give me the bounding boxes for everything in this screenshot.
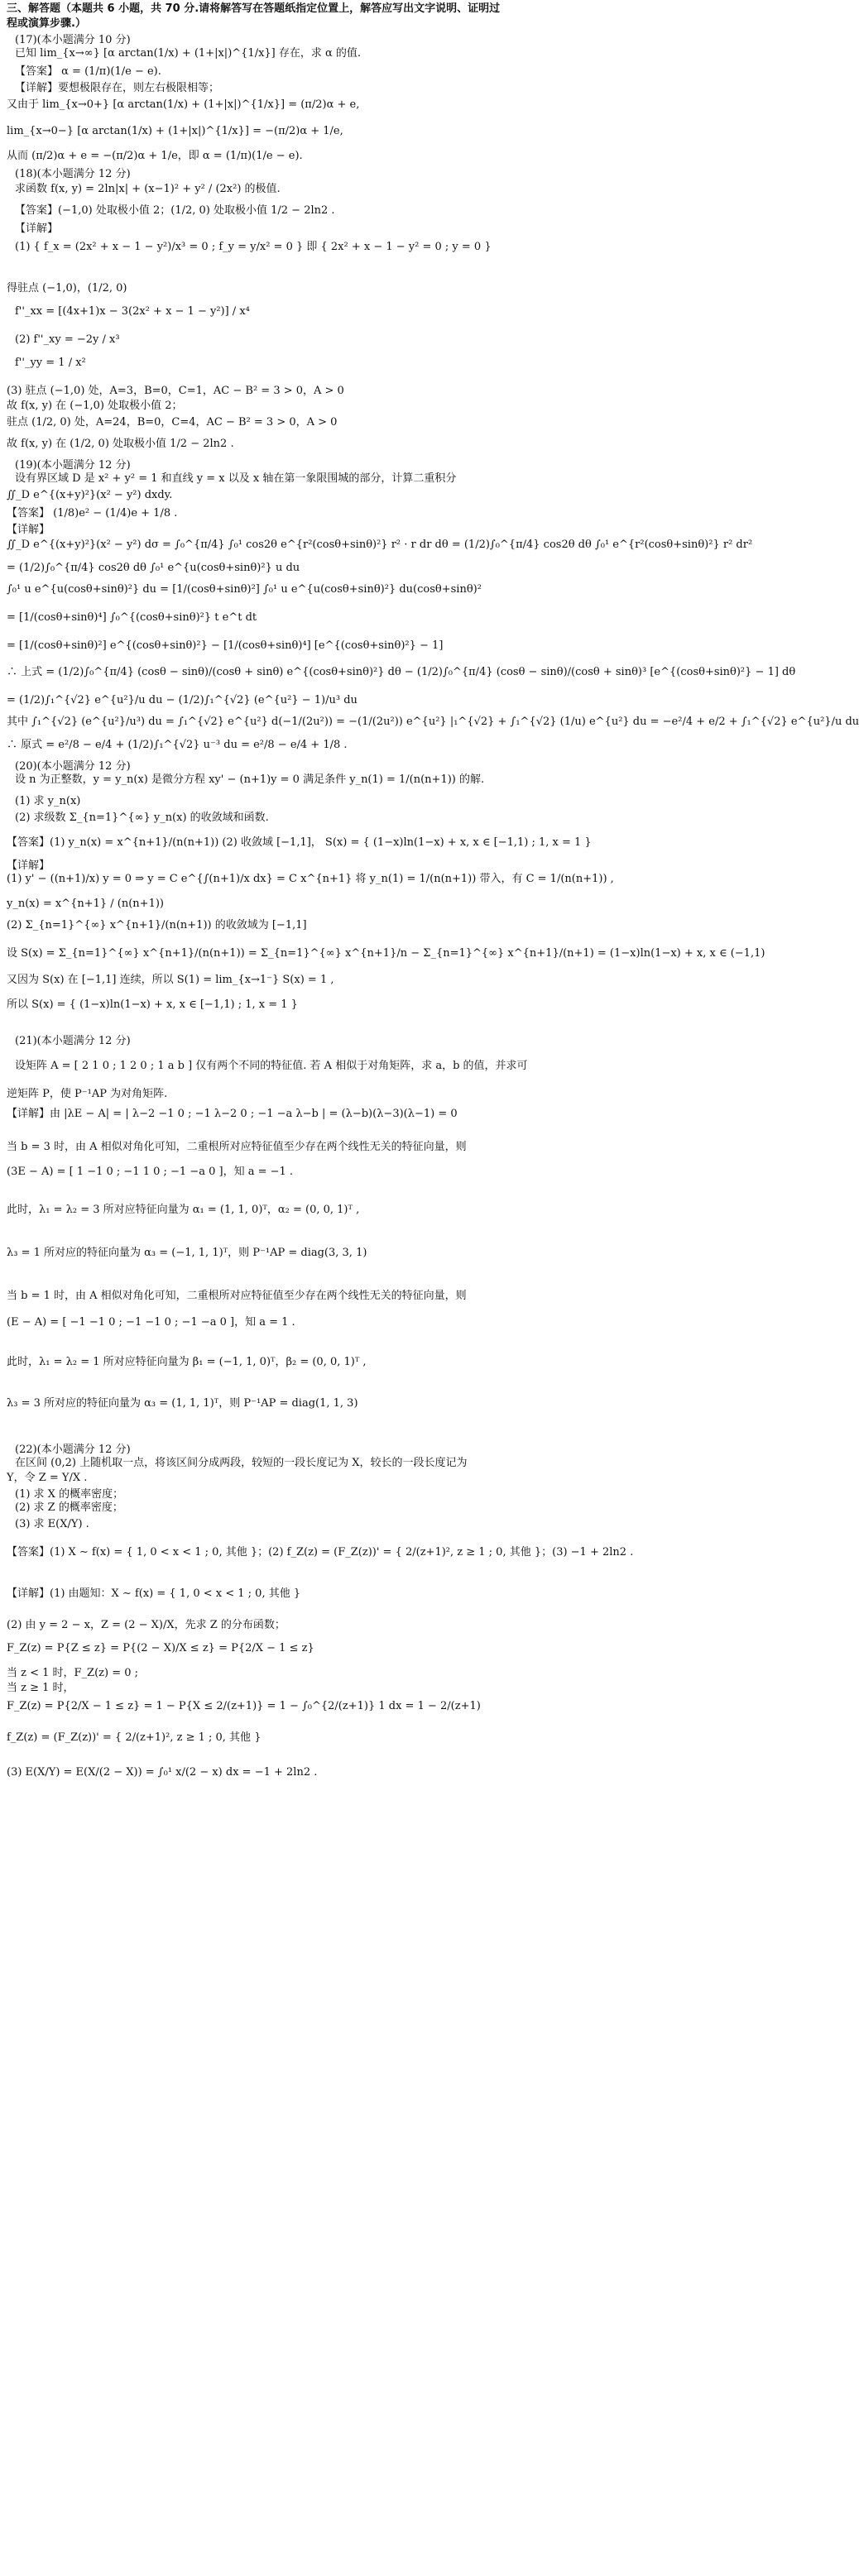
text-line: 设矩阵 A = [ 2 1 0 ; 1 2 0 ; 1 a b ] 仅有两个不同的特征值. 若 A 相似于对角矩阵，求 a，b 的值，并求可 xyxy=(15,1060,528,1072)
text-line: 又由于 lim_{x→0+} [α arctan(1/x) + (1+|x|)^{1/x}] = (π/2)α + e, xyxy=(7,98,360,111)
text-line: lim_{x→0−} [α arctan(1/x) + (1+|x|)^{1/x}] = −(π/2)α + 1/e, xyxy=(7,125,343,137)
text-line: f''_yy = 1 / x² xyxy=(15,357,86,369)
text-line: 设有界区域 D 是 x² + y² = 1 和直线 y = x 以及 x 轴在第一象限围城的部分，计算二重积分 xyxy=(15,472,457,485)
text-line: ∴ 上式 = (1/2)∫₀^{π/4} (cosθ − sinθ)/(cosθ + sinθ) e^{(cosθ+sinθ)²} dθ − (1/2)∫₀^{π/4} (cosθ − sinθ)/(cosθ + sinθ)³ [e^{(cosθ+sinθ)²} − 1] dθ xyxy=(7,666,796,678)
text-line: F_Z(z) = P{2/X − 1 ≤ z} = 1 − P{X ≤ 2/(z+1)} = 1 − ∫₀^{2/(z+1)} 1 dx = 1 − 2/(z+1) xyxy=(7,1700,481,1712)
question-header: (18)(本小题满分 12 分) xyxy=(15,168,131,180)
question-header: (17)(本小题满分 10 分) xyxy=(15,34,131,46)
text-line: 当 z < 1 时，F_Z(z) = 0 ; xyxy=(7,1667,139,1679)
text-line: 当 z ≥ 1 时， xyxy=(7,1682,74,1694)
text-line: (E − A) = [ −1 −1 0 ; −1 −1 0 ; −1 −a 0 ]，知 a = 1 . xyxy=(7,1316,295,1329)
text-line: ∫₀¹ u e^{u(cosθ+sinθ)²} du = [1/(cosθ+sinθ)²] ∫₀¹ u e^{u(cosθ+sinθ)²} du(cosθ+sinθ)² xyxy=(7,583,482,596)
text-line: (1) y' − ((n+1)/x) y = 0 ⇒ y = C e^{∫(n+1)/x dx} = C x^{n+1} 将 y_n(1) = 1/(n(n+1)) 带入，有 C = 1/(n(n+1)) , xyxy=(7,873,614,885)
text-line: F_Z(z) = P{Z ≤ z} = P{(2 − X)/X ≤ z} = P{2/X − 1 ≤ z} xyxy=(7,1642,314,1654)
text-line: 此时，λ₁ = λ₂ = 1 所对应特征向量为 β₁ = (−1, 1, 0)ᵀ，β₂ = (0, 0, 1)ᵀ , xyxy=(7,1356,367,1368)
text-line: 所以 S(x) = { (1−x)ln(1−x) + x, x ∈ [−1,1) ; 1, x = 1 } xyxy=(7,998,298,1011)
text-line: ∴ 原式 = e²/8 − e/4 + (1/2)∫₁^{√2} u⁻³ du = e²/8 − e/4 + 1/8 . xyxy=(7,739,348,751)
question-header: (22)(本小题满分 12 分) xyxy=(15,1444,131,1456)
text-line: (3) E(X/Y) = E(X/(2 − X)) = ∫₀¹ x/(2 − x) dx = −1 + 2ln2 . xyxy=(7,1766,318,1779)
answer-line: 【答案】(−1,0) 处取极小值 2；(1/2, 0) 处取极小值 1/2 − 2ln2 . xyxy=(15,204,335,217)
text-line: ∬_D e^{(x+y)²}(x² − y²) dxdy. xyxy=(7,489,173,501)
text-line: 驻点 (1/2, 0) 处，A=24，B=0，C=4，AC − B² = 3 > 0，A > 0 xyxy=(7,416,338,429)
text-line: 当 b = 1 时，由 A 相似对角化可知，二重根所对应特征值至少存在两个线性无关的特征向量，则 xyxy=(7,1290,467,1302)
text-line: (2) 求 Z 的概率密度； xyxy=(15,1501,123,1514)
text-line: f''_xx = [(4x+1)x − 3(2x² + x − 1 − y²)] / x⁴ xyxy=(15,305,250,318)
answer-line: 【答案】(1) X ∼ f(x) = { 1, 0 < x < 1 ; 0, 其他 }；(2) f_Z(z) = (F_Z(z))' = { 2/(z+1)², z ≥ 1 ; 0, 其他 }；(3) −1 + 2ln2 . xyxy=(7,1546,634,1559)
text-line: = (1/2)∫₀^{π/4} cos2θ dθ ∫₀¹ e^{u(cosθ+sinθ)²} u du xyxy=(7,562,300,574)
text-line: = [1/(cosθ+sinθ)⁴] ∫₀^{(cosθ+sinθ)²} t e^t dt xyxy=(7,611,257,624)
text-line: 又因为 S(x) 在 [−1,1] 连续，所以 S(1) = lim_{x→1⁻} S(x) = 1 , xyxy=(7,974,334,986)
text-line: (1) { f_x = (2x² + x − 1 − y²)/x³ = 0 ; f_y = y/x² = 0 } 即 { 2x² + x − 1 − y² = 0 ; y = 0 } xyxy=(15,241,492,253)
answer-line: 【答案】(1) y_n(x) = x^{n+1}/(n(n+1)) (2) 收敛域 [−1,1]， S(x) = { (1−x)ln(1−x) + x, x ∈ [−1,1) ; 1, x = 1 } xyxy=(7,836,592,849)
text-line: 在区间 (0,2) 上随机取一点，将该区间分成两段，较短的一段长度记为 X，较长的一段长度记为 xyxy=(15,1457,468,1469)
solution-label: 【详解】由 |λE − A| = | λ−2 −1 0 ; −1 λ−2 0 ; −1 −a λ−b | = (λ−b)(λ−3)(λ−1) = 0 xyxy=(7,1108,458,1120)
text-line: 其中 ∫₁^{√2} (e^{u²}/u³) du = ∫₁^{√2} e^{u²} d(−1/(2u²)) = −(1/(2u²)) e^{u²} |₁^{√2} + ∫₁^{√2} (1/u) e^{u²} du = −e²/4 + e/2 + ∫₁^{√2} e^{u²}/u du xyxy=(7,716,859,728)
text-line: f_Z(z) = (F_Z(z))' = { 2/(z+1)², z ≥ 1 ; 0, 其他 } xyxy=(7,1731,262,1744)
text-line: (2) f''_xy = −2y / x³ xyxy=(15,333,120,346)
text-line: 逆矩阵 P，使 P⁻¹AP 为对角矩阵. xyxy=(7,1088,168,1100)
text-line: 此时，λ₁ = λ₂ = 3 所对应特征向量为 α₁ = (1, 1, 0)ᵀ，α₂ = (0, 0, 1)ᵀ , xyxy=(7,1204,360,1216)
text-line: Y，令 Z = Y/X . xyxy=(7,1472,88,1484)
solution-label: 【详解】(1) 由题知：X ∼ f(x) = { 1, 0 < x < 1 ; 0, 其他 } xyxy=(7,1587,301,1600)
question-header: (20)(本小题满分 12 分) xyxy=(15,760,131,773)
text-line: 故 f(x, y) 在 (−1,0) 处取极小值 2； xyxy=(7,400,183,412)
text-line: y_n(x) = x^{n+1} / (n(n+1)) xyxy=(7,898,164,910)
solution-label: 【详解】要想极限存在，则左右极限相等； xyxy=(15,82,220,94)
text-line: 从而 (π/2)α + e = −(π/2)α + 1/e，即 α = (1/π)(1/e − e). xyxy=(7,150,303,162)
text-line: (2) 求级数 Σ_{n=1}^{∞} y_n(x) 的收敛域和函数. xyxy=(15,812,269,824)
text-line: λ₃ = 3 所对应的特征向量为 α₃ = (1, 1, 1)ᵀ，则 P⁻¹AP = diag(1, 1, 3) xyxy=(7,1397,358,1410)
text-line: λ₃ = 1 所对应的特征向量为 α₃ = (−1, 1, 1)ᵀ，则 P⁻¹AP = diag(3, 3, 1) xyxy=(7,1247,367,1259)
text-line: ∬_D e^{(x+y)²}(x² − y²) dσ = ∫₀^{π/4} ∫₀¹ cos2θ e^{r²(cosθ+sinθ)²} r² · r dr dθ = (1/2)∫₀^{π/4} cos2θ dθ ∫₀¹ e^{r²(cosθ+sinθ)²} r² dr² xyxy=(7,539,753,551)
text-line: 得驻点 (−1,0)，(1/2, 0) xyxy=(7,282,127,294)
text-line: (3E − A) = [ 1 −1 0 ; −1 1 0 ; −1 −a 0 ]，知 a = −1 . xyxy=(7,1166,294,1178)
question-header: (19)(本小题满分 12 分) xyxy=(15,459,131,472)
section-heading: 三、解答题（本题共 6 小题，共 70 分.请将解答写在答题纸指定位置上，解答应写出文字说明、证明过程或演算步骤.） xyxy=(7,2,501,30)
text-line: 设 S(x) = Σ_{n=1}^{∞} x^{n+1}/(n(n+1)) = Σ_{n=1}^{∞} x^{n+1}/n − Σ_{n=1}^{∞} x^{n+1}/(n+1) = (1−x)ln(1−x) + x, x ∈ (−1,1) xyxy=(7,947,765,960)
text-line: (3) 驻点 (−1,0) 处，A=3，B=0，C=1，AC − B² = 3 > 0，A > 0 xyxy=(7,385,344,397)
solution-label: 【详解】 xyxy=(7,524,50,536)
text-line: (2) Σ_{n=1}^{∞} x^{n+1}/(n(n+1)) 的收敛域为 [−1,1] xyxy=(7,919,307,931)
text-line: 当 b = 3 时，由 A 相似对角化可知，二重根所对应特征值至少存在两个线性无关的特征向量，则 xyxy=(7,1141,467,1153)
answer-line: 【答案】 (1/8)e² − (1/4)e + 1/8 . xyxy=(7,507,178,520)
text-line: (1) 求 y_n(x) xyxy=(15,795,81,807)
text-line: (3) 求 E(X/Y) . xyxy=(15,1518,89,1530)
text-line: = [1/(cosθ+sinθ)²] e^{(cosθ+sinθ)²} − [1/(cosθ+sinθ)⁴] [e^{(cosθ+sinθ)²} − 1] xyxy=(7,639,444,652)
text-line: 故 f(x, y) 在 (1/2, 0) 处取极小值 1/2 − 2ln2 . xyxy=(7,438,234,450)
solution-label: 【详解】 xyxy=(15,223,59,235)
text-line: (1) 求 X 的概率密度； xyxy=(15,1488,124,1501)
answer-line: 【答案】 α = (1/π)(1/e − e). xyxy=(15,65,161,78)
text-line: 已知 lim_{x→∞} [α arctan(1/x) + (1+|x|)^{1/x}] 存在，求 α 的值. xyxy=(15,47,362,60)
text-line: = (1/2)∫₁^{√2} e^{u²}/u du − (1/2)∫₁^{√2} (e^{u²} − 1)/u³ du xyxy=(7,694,358,706)
question-header: (21)(本小题满分 12 分) xyxy=(15,1035,131,1047)
solution-label: 【详解】 xyxy=(7,859,50,872)
text-line: (2) 由 y = 2 − x，Z = (2 − X)/X，先求 Z 的分布函数； xyxy=(7,1619,286,1631)
text-line: 求函数 f(x, y) = 2ln|x| + (x−1)² + y² / (2x²) 的极值. xyxy=(15,183,281,195)
text-line: 设 n 为正整数，y = y_n(x) 是微分方程 xy' − (n+1)y = 0 满足条件 y_n(1) = 1/(n(n+1)) 的解. xyxy=(15,773,485,786)
